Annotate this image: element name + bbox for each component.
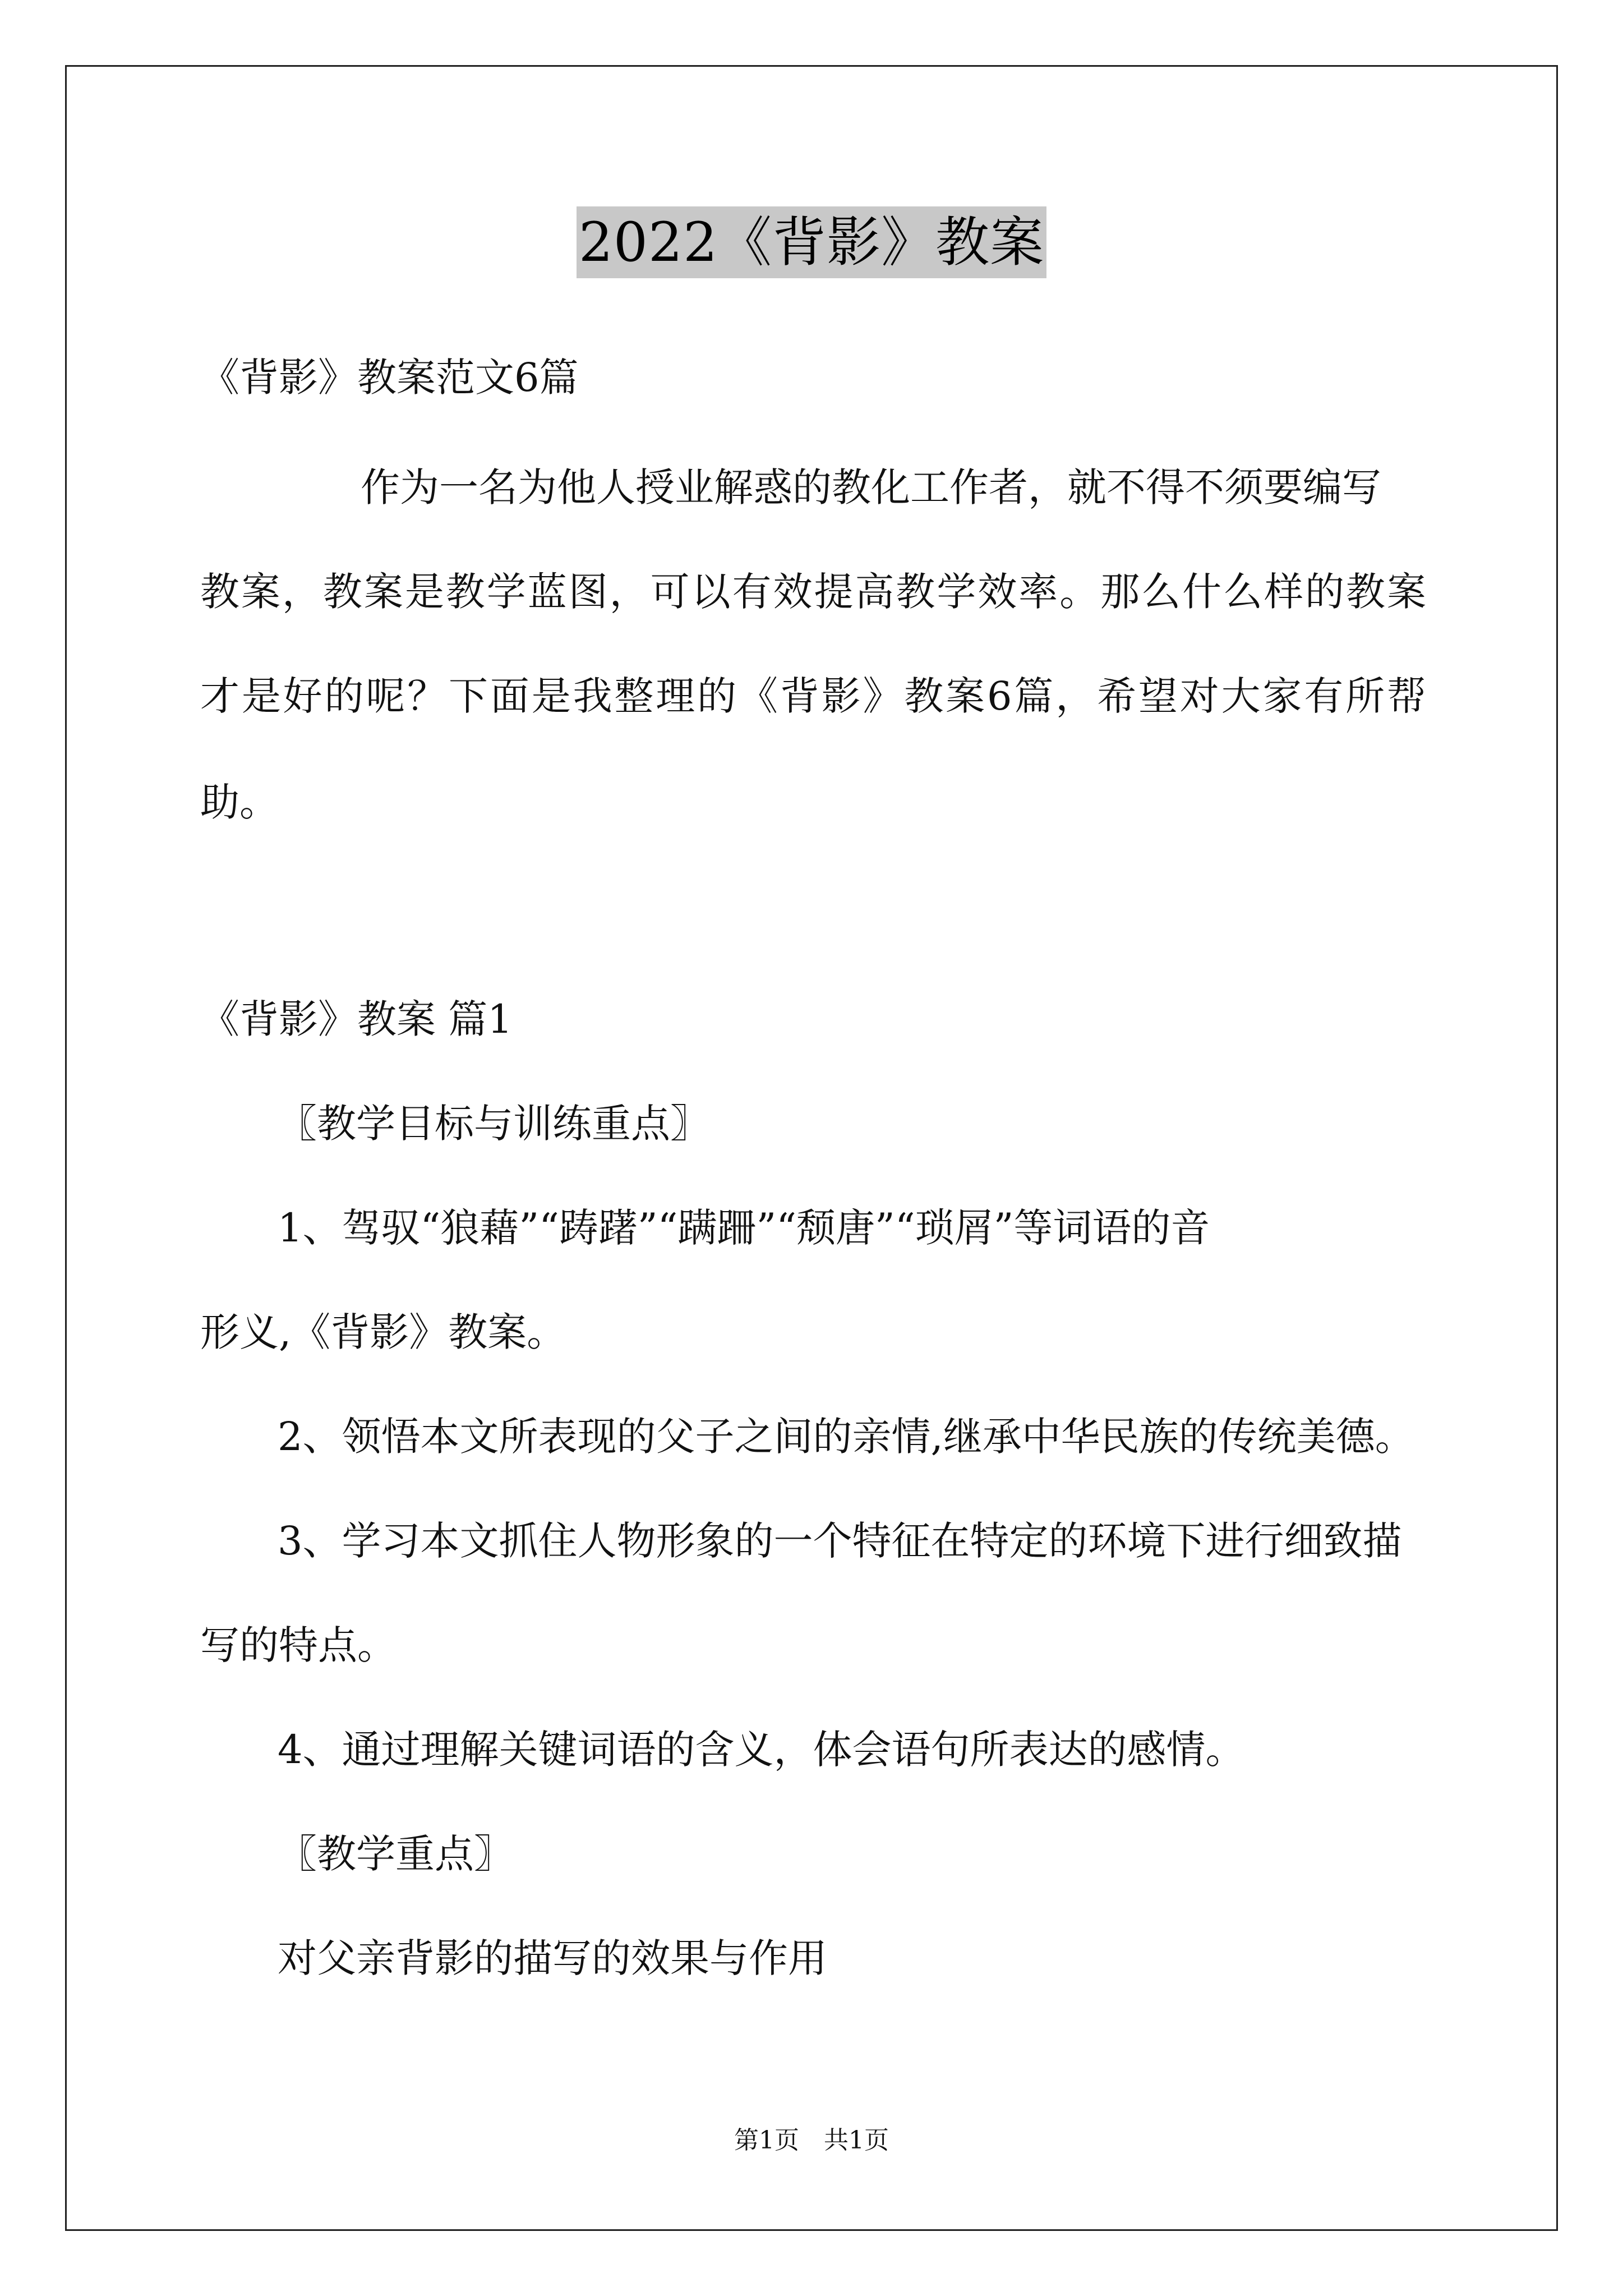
document-subtitle: 《背影》教案范文6篇 [200, 355, 579, 401]
objective-3-line-2: 写的特点。 [200, 1622, 396, 1668]
objective-1-line-1: 1、驾驭“狼藉”“踌躇”“蹒跚”“颓唐”“琐屑”等词语的音 [278, 1205, 1210, 1251]
key-points-text: 对父亲背影的描写的效果与作用 [278, 1935, 827, 1981]
title-container [0, 206, 1623, 278]
objectives-heading: 〖教学目标与训练重点〗 [278, 1101, 709, 1147]
document-title: 2022《背影》教案 [577, 206, 1046, 278]
objective-2: 2、领悟本文所表现的父子之间的亲情,继承中华民族的传统美德。 [278, 1414, 1414, 1460]
objective-4: 4、通过理解关键词语的含义，体会语句所表达的感情。 [278, 1727, 1245, 1773]
objective-1-line-2: 形义,《背影》教案。 [200, 1309, 566, 1355]
page-footer: 第1页 共1页 [734, 2126, 889, 2155]
intro-line-1: 作为一名为他人授业解惑的教化工作者，就不得不须要编写 [361, 464, 1381, 510]
intro-line-4: 助。 [200, 779, 279, 825]
section-heading: 《背影》教案 篇1 [200, 996, 513, 1042]
key-points-heading: 〖教学重点〗 [278, 1831, 513, 1877]
objective-3-line-1: 3、学习本文抓住人物形象的一个特征在特定的环境下进行细致描 [278, 1518, 1402, 1564]
intro-line-3: 才是好的呢？下面是我整理的《背影》教案6篇，希望对大家有所帮 [200, 673, 1426, 719]
intro-line-2: 教案，教案是教学蓝图，可以有效提高教学效率。那么什么样的教案 [200, 569, 1426, 615]
